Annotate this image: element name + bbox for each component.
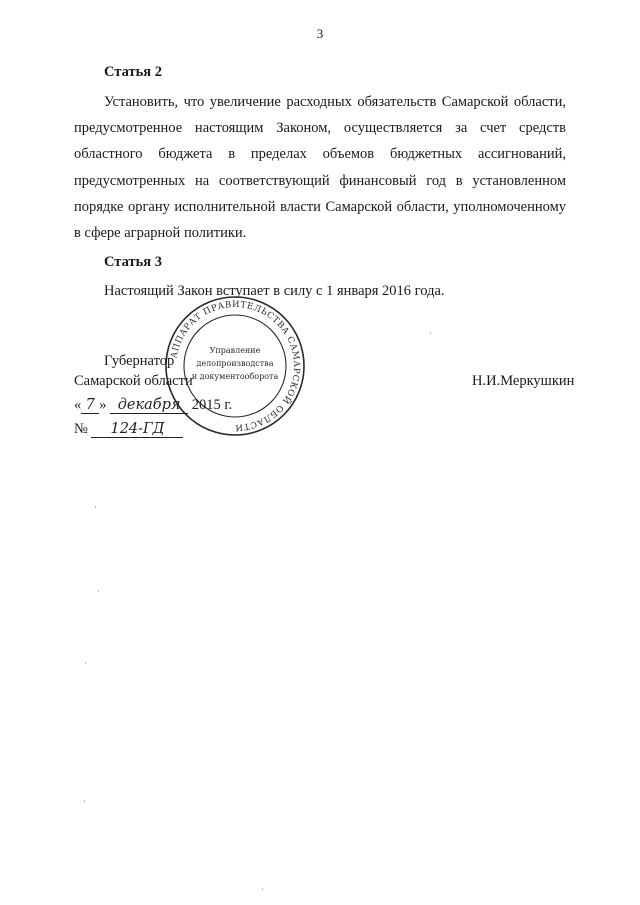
- seal-inner-line1: Управление: [209, 346, 261, 355]
- scan-speck: [85, 662, 86, 664]
- document-number: 124-ГД: [91, 421, 183, 438]
- article-2-title: Статья 2: [104, 64, 162, 80]
- date-day: 7: [81, 397, 99, 414]
- scan-speck: [430, 332, 431, 334]
- scan-speck: [84, 800, 85, 802]
- number-sign: №: [74, 421, 88, 437]
- signatory-position-line2: Самарской области: [74, 373, 193, 389]
- seal-inner-line3: и документооборота: [191, 372, 279, 381]
- signatory-name: Н.И.Меркушкин: [472, 373, 575, 389]
- scan-speck: [95, 506, 96, 508]
- date-open-quote: «: [74, 397, 82, 413]
- document-number-line: [74, 421, 183, 438]
- signatory-position-line1: Губернатор: [104, 353, 175, 369]
- date-month: декабря: [110, 397, 188, 414]
- page-number: 3: [316, 26, 324, 41]
- scan-speck: [262, 888, 263, 890]
- date-year: 2015 г.: [191, 397, 233, 413]
- date-close-quote: »: [99, 397, 107, 413]
- scan-speck: [98, 590, 99, 592]
- official-seal-stamp: [164, 295, 306, 437]
- article-3-title: Статья 3: [104, 254, 162, 270]
- seal-ring-text: АППАРАТ ПРАВИТЕЛЬСТВА САМАРСКОЙ ОБЛАСТИ: [169, 299, 302, 433]
- seal-inner-line2: делопроизводства: [196, 359, 274, 368]
- article-2-text: Установить, что увеличение расходных обязательств Самарской области, предусмотренное настоящим Законом, осуществляется за счет средств областного бюджета в пределах объемов бюджетных ассигнований, предусмотренных на соответствующий финансовый год в установленном порядке органу исполнительной власти Самарской области, уполномоченному в сфере аграрной политики.: [74, 94, 566, 242]
- document-date-line: [74, 397, 232, 414]
- article-3-text: Настоящий Закон вступает в силу с 1 января 2016 года.: [104, 283, 445, 299]
